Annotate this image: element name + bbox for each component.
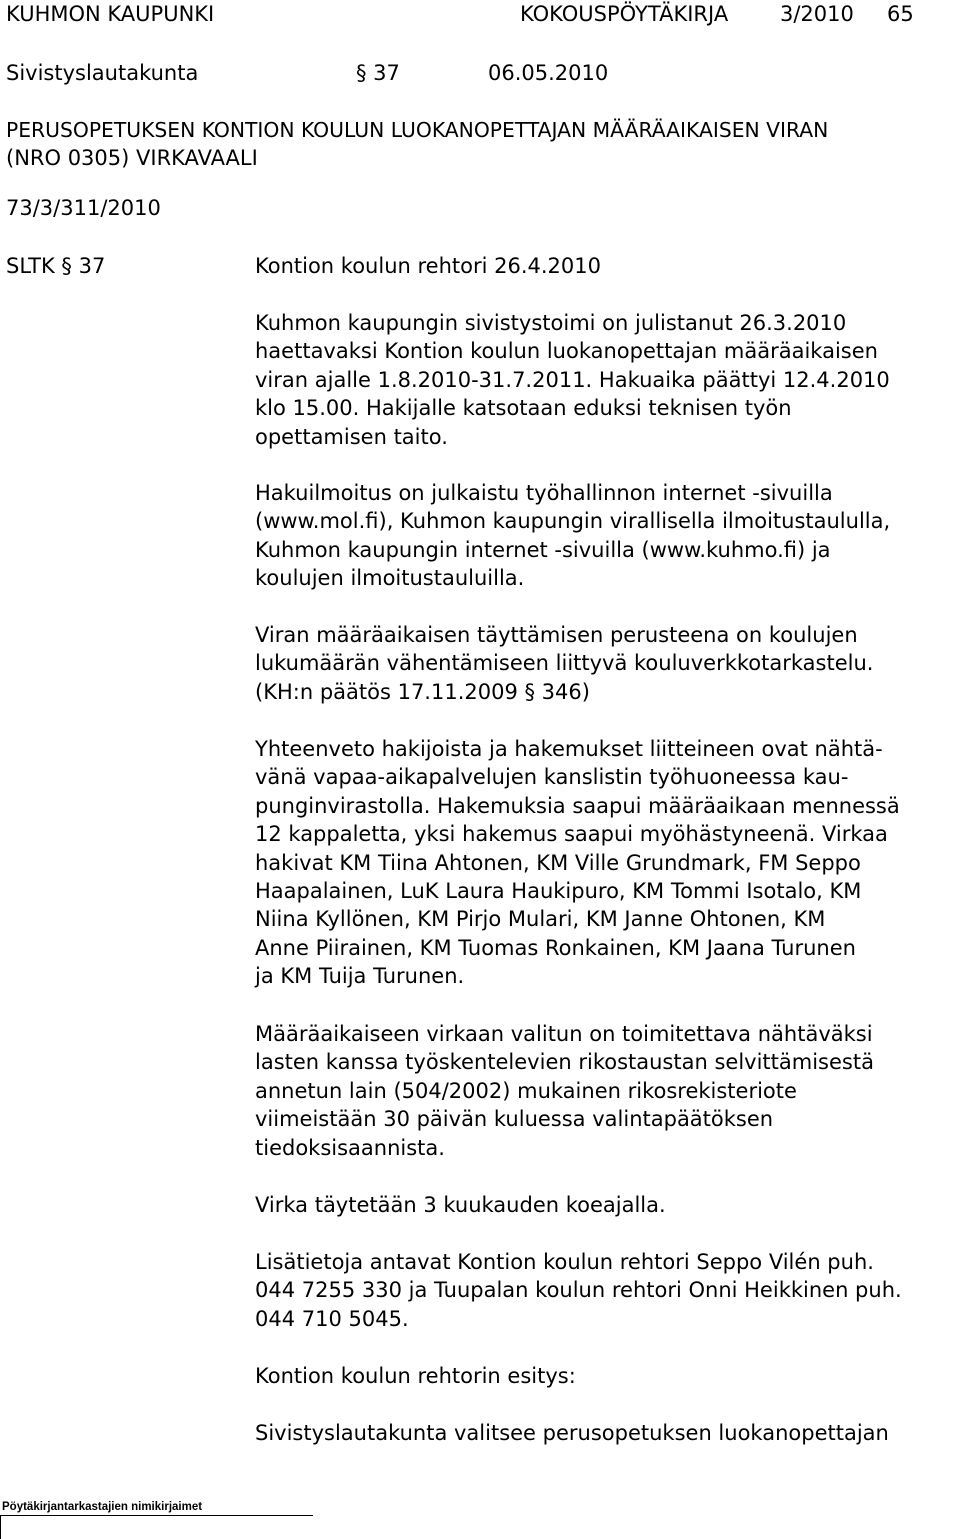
title-line-1: PERUSOPETUKSEN KONTION KOULUN LUOKANOPETTAJAN MÄÄRÄAIKAISEN VIRAN [6,118,829,142]
text-line: 044 7255 330 ja Tuupalan koulun rehtori Onni Heikkinen puh. [255,1278,902,1303]
paragraph-criminal-record [255,1020,935,1162]
text-line: Niina Kyllönen, KM Pirjo Mulari, KM Janne Ohtonen, KM [255,907,826,932]
text-line: punginvirastolla. Hakemuksia saapui määräaikaan mennessä [255,793,900,818]
text-line: Viran määräaikaisen täyttämisen perusteena on koulujen [255,623,858,647]
text-line: vänä vapaa-aikapalvelujen kanslistin työhuoneessa kau- [255,765,849,790]
title-line-2: (NRO 0305) VIRKAVAALI [6,146,258,170]
text-line: (www.mol.fi), Kuhmon kaupungin virallisella ilmoitustaululla, [255,509,891,534]
text-line: Sivistyslautakunta valitsee perusopetuksen luokanopettajan [255,1421,889,1445]
paragraph-proposal-heading [255,1362,935,1390]
text-line: Lisätietoja antavat Kontion koulun rehtori Seppo Vilén puh. [255,1250,874,1274]
text-line: Kuhmon kaupungin sivistystoimi on julistanut 26.3.2010 [255,311,847,335]
section-number: § 37 [356,61,400,85]
meeting-date: 06.05.2010 [488,61,609,85]
text-line: tiedoksisaannista. [255,1135,445,1160]
text-line: (KH:n päätös 17.11.2009 § 346) [255,679,590,704]
prior-item-text: Kontion koulun rehtori 26.4.2010 [255,254,601,278]
paragraph-probation [255,1191,935,1219]
paragraph-applicants [255,735,935,991]
paragraph-announcement [255,479,935,593]
text-line: Anne Piirainen, KM Tuomas Ronkainen, KM Jaana Turunen [255,935,856,960]
text-line: 044 710 5045. [255,1306,409,1331]
paragraph-proposal [255,1419,935,1447]
prior-item-label: SLTK § 37 [6,254,106,278]
text-line: 12 kappaletta, yksi hakemus saapui myöhästyneenä. Virkaa [255,822,888,847]
text-line: Yhteenveto hakijoista ja hakemukset liitteineen ovat nähtä- [255,737,883,761]
text-line: lukumäärän vähentämiseen liittyvä kouluverkkotarkastelu. [255,651,874,676]
text-line: Määräaikaiseen virkaan valitun on toimitettava nähtäväksi [255,1022,873,1046]
paragraph-application-period [255,309,935,451]
text-line: Haapalainen, LuK Laura Haukipuro, KM Tommi Isotalo, KM [255,879,862,904]
paragraph-justification [255,621,935,706]
paragraph-contacts [255,1248,935,1333]
text-line: lasten kanssa työskentelevien rikostaustan selvittämisestä [255,1050,874,1075]
text-line: annetun lain (504/2002) mukainen rikosrekisteriote [255,1078,797,1103]
document-number: 3/2010 [780,2,854,26]
document-type: KOKOUSPÖYTÄKIRJA [520,2,729,26]
signature-box [0,1515,313,1539]
text-line: Hakuilmoitus on julkaistu työhallinnon internet -sivuilla [255,481,833,505]
text-line: ja KM Tuija Turunen. [255,964,465,989]
text-line: haettavaksi Kontion koulun luokanopettajan määräaikaisen [255,339,878,364]
text-line: viimeistään 30 päivän kuluessa valintapäätöksen [255,1107,774,1132]
text-line: Kontion koulun rehtorin esitys: [255,1364,576,1388]
signature-label: Pöytäkirjantarkastajien nimikirjaimet [2,1501,203,1513]
text-line: klo 15.00. Hakijalle katsotaan eduksi teknisen työn [255,396,792,421]
text-line: koulujen ilmoitustauluilla. [255,566,525,591]
text-line: hakivat KM Tiina Ahtonen, KM Ville Grundmark, FM Seppo [255,850,861,875]
city-name: KUHMON KAUPUNKI [6,2,215,26]
committee-name: Sivistyslautakunta [6,61,199,85]
text-line: opettamisen taito. [255,424,448,449]
page-number: 65 [887,2,914,26]
text-line: Kuhmon kaupungin internet -sivuilla (www.kuhmo.fi) ja [255,537,831,562]
reference-number: 73/3/311/2010 [6,196,161,220]
text-line: Virka täytetään 3 kuukauden koeajalla. [255,1193,666,1217]
text-line: viran ajalle 1.8.2010-31.7.2011. Hakuaika päättyi 12.4.2010 [255,367,890,392]
